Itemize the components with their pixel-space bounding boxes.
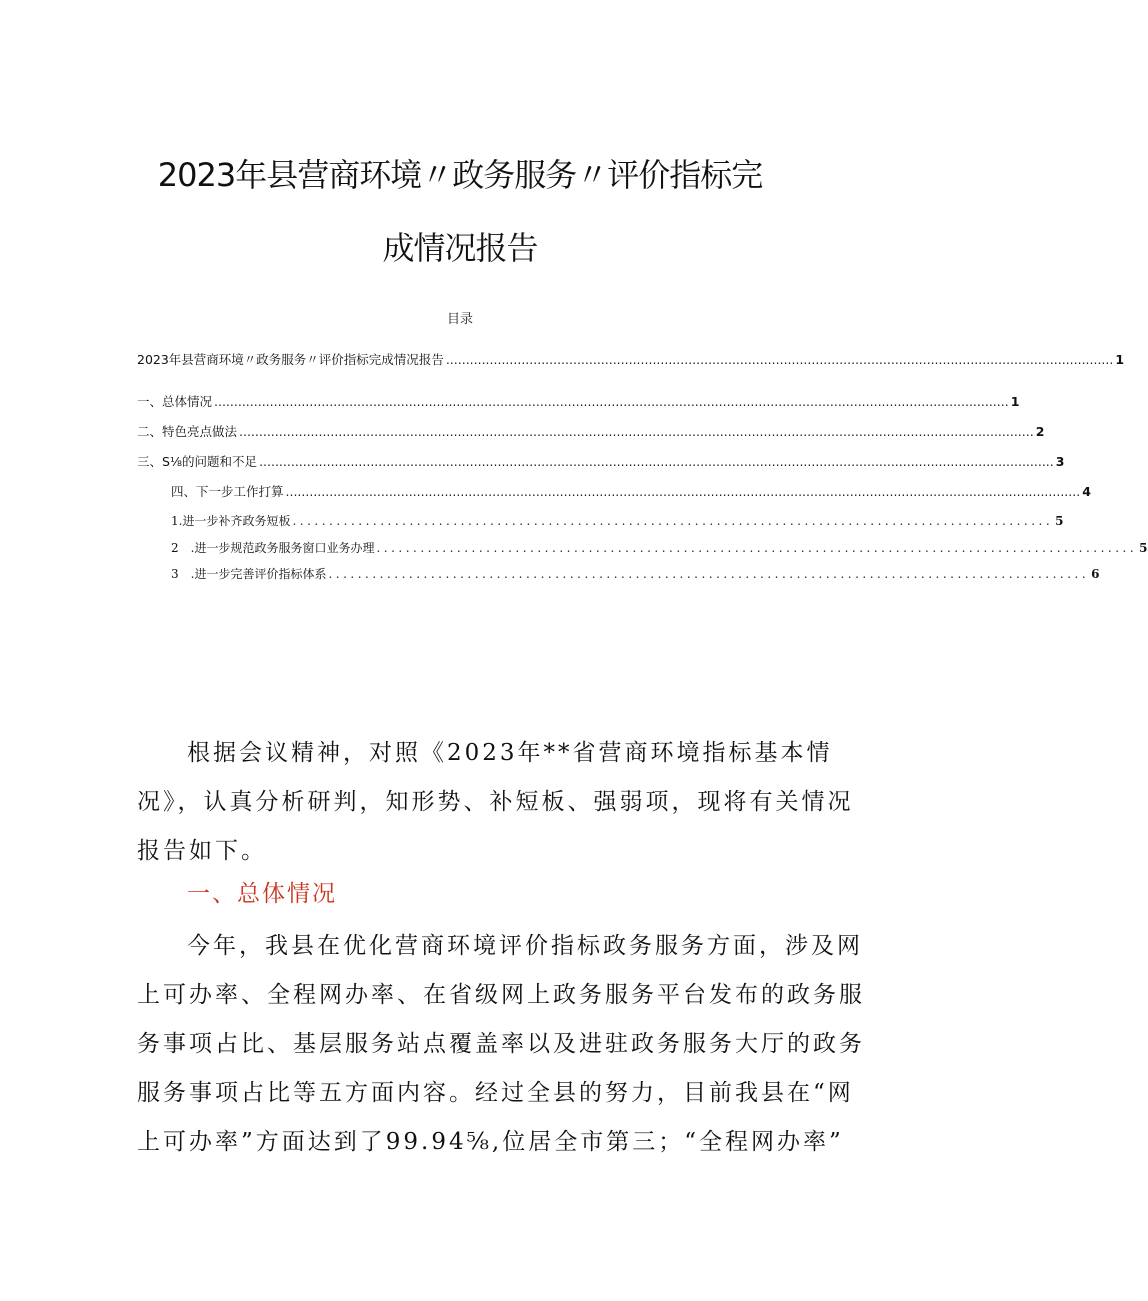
toc-entry-label: 3 .进一步完善评价指标体系 <box>171 567 327 581</box>
toc-leader-dots: ........................................................................................................ <box>376 541 1138 555</box>
toc-leader-dots: ........................................................................................................................................................................ <box>445 352 1114 367</box>
toc-entry-sub-1[interactable] <box>171 512 1064 529</box>
toc-entry-overall[interactable] <box>137 392 1020 410</box>
toc-entry-sub-2[interactable] <box>171 539 1148 556</box>
toc-heading: 目录 <box>446 312 473 327</box>
toc-leader-dots: ........................................................................................................................................................................................................ <box>214 394 1009 409</box>
toc-leader-dots: ........................................................................................................................................................................................................ <box>239 424 1034 439</box>
paragraph-line: 今年，我县在优化营商环境评价指标政务服务方面，涉及网 <box>187 933 863 959</box>
toc-leader-dots: ........................................................................................................ <box>292 514 1054 528</box>
toc-entry-label: 二、特色亮点做法 <box>137 424 238 439</box>
toc-leader-dots: ........................................................................................................ <box>328 567 1090 581</box>
intro-paragraph <box>137 729 854 876</box>
toc-entry-page: 5 <box>1055 514 1064 528</box>
toc-entry-label: 1.进一步补齐政务短板 <box>171 514 291 528</box>
toc-leader-dots: ........................................................................................................................................................................................................ <box>259 454 1054 469</box>
paragraph-line: 上可办率、全程网办率、在省级网上政务服务平台发布的政务服 <box>137 982 865 1008</box>
toc-entry-highlights[interactable] <box>137 422 1045 440</box>
toc-entry-page: 1 <box>1010 394 1020 409</box>
overall-paragraph <box>137 922 865 1167</box>
toc-entry-problems[interactable] <box>137 452 1065 470</box>
paragraph-line: 服务事项占比等五方面内容。经过全县的努力，目前我县在“网 <box>137 1080 854 1106</box>
paragraph-line: 根据会议精神，对照《2023年**省营商环境指标基本情 <box>187 740 833 766</box>
toc-entry-report-title[interactable] <box>137 350 1125 368</box>
paragraph-line: 上可办率”方面达到了99.94⅝,位居全市第三；“全程网办率” <box>137 1129 844 1155</box>
paragraph-line: 报告如下。 <box>137 838 267 864</box>
toc-entry-page: 6 <box>1091 567 1100 581</box>
toc-entry-page: 4 <box>1082 484 1091 499</box>
toc-entry-page: 2 <box>1035 424 1045 439</box>
toc-entry-label: 一、总体情况 <box>137 394 213 409</box>
toc-entry-label: 四、下一步工作打算 <box>171 484 284 499</box>
toc-entry-page: 5 <box>1139 541 1148 555</box>
document-title-line-1: 2023年县营商环境〃政务服务〃评价指标完 <box>157 156 763 194</box>
toc-leader-dots: ........................................................................................................................................................................................................ <box>285 484 1081 499</box>
toc-entry-page: 1 <box>1115 352 1125 367</box>
section-heading-overall: 一、总体情况 <box>187 881 337 907</box>
toc-entry-page: 3 <box>1055 454 1065 469</box>
toc-entry-sub-3[interactable] <box>171 565 1100 582</box>
toc-entry-label: 2 .进一步规范政务服务窗口业务办理 <box>171 541 375 555</box>
document-title-line-2: 成情况报告 <box>382 229 538 267</box>
paragraph-line: 务事项占比、基层服务站点覆盖率以及进驻政务服务大厅的政务 <box>137 1031 865 1057</box>
toc-entry-label: 三、S⅛的问题和不足 <box>137 454 258 469</box>
paragraph-line: 况》，认真分析研判，知形势、补短板、强弱项，现将有关情况 <box>137 789 854 815</box>
toc-entry-next-steps[interactable] <box>171 482 1091 500</box>
toc-entry-label: 2023年县营商环境〃政务服务〃评价指标完成情况报告 <box>137 352 444 367</box>
